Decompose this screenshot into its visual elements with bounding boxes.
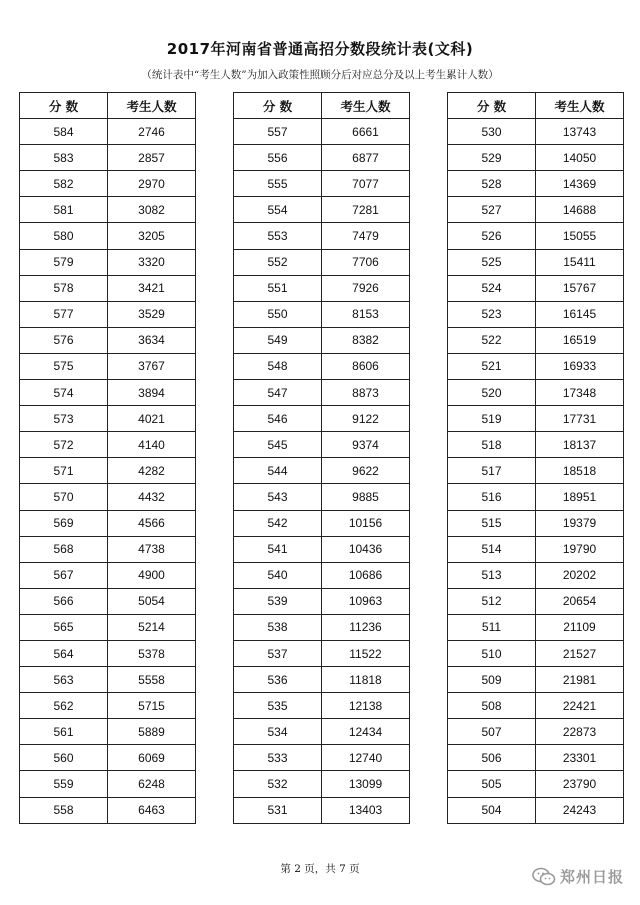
table-row <box>234 588 410 614</box>
score-cell: 527 <box>448 197 536 223</box>
score-cell: 517 <box>448 458 536 484</box>
table-row <box>20 327 196 353</box>
table-row <box>20 484 196 510</box>
score-cell: 546 <box>234 406 322 432</box>
table-row <box>20 667 196 693</box>
count-cell: 13403 <box>322 797 410 823</box>
table-row <box>448 353 624 379</box>
table-header-row <box>234 93 410 119</box>
score-table-1 <box>19 92 196 824</box>
table-row <box>448 119 624 145</box>
count-cell: 8606 <box>322 353 410 379</box>
table-row <box>234 719 410 745</box>
score-cell: 523 <box>448 301 536 327</box>
score-cell: 526 <box>448 223 536 249</box>
score-cell: 535 <box>234 693 322 719</box>
watermark <box>532 866 624 887</box>
table-row <box>448 197 624 223</box>
table-row <box>448 223 624 249</box>
count-cell: 9374 <box>322 432 410 458</box>
table-row <box>20 275 196 301</box>
count-cell: 2746 <box>108 119 196 145</box>
table-row <box>234 432 410 458</box>
watermark-text: 郑州日报 <box>559 868 624 886</box>
count-cell: 3767 <box>108 353 196 379</box>
count-column-header: 考生人数 <box>322 93 410 119</box>
count-cell: 22873 <box>536 719 624 745</box>
count-cell: 4140 <box>108 432 196 458</box>
score-column-header: 分 数 <box>448 93 536 119</box>
table-row <box>448 797 624 823</box>
score-cell: 567 <box>20 562 108 588</box>
table-row <box>448 719 624 745</box>
score-cell: 560 <box>20 745 108 771</box>
score-cell: 528 <box>448 171 536 197</box>
score-cell: 569 <box>20 510 108 536</box>
score-cell: 579 <box>20 249 108 275</box>
score-cell: 564 <box>20 640 108 666</box>
count-cell: 11522 <box>322 640 410 666</box>
page-footer: 第 2 页，共 7 页 <box>280 863 360 875</box>
count-cell: 15767 <box>536 275 624 301</box>
page-title: 2017年河南省普通高招分数段统计表(文科) <box>166 40 474 58</box>
table-row <box>234 223 410 249</box>
count-cell: 3082 <box>108 197 196 223</box>
score-cell: 530 <box>448 119 536 145</box>
score-cell: 581 <box>20 197 108 223</box>
score-cell: 576 <box>20 327 108 353</box>
count-cell: 5054 <box>108 588 196 614</box>
table-header-row <box>448 93 624 119</box>
count-cell: 21527 <box>536 640 624 666</box>
table-row <box>20 510 196 536</box>
score-cell: 563 <box>20 667 108 693</box>
count-cell: 15411 <box>536 249 624 275</box>
table-row <box>234 171 410 197</box>
count-cell: 4738 <box>108 536 196 562</box>
count-cell: 13743 <box>536 119 624 145</box>
score-table-2 <box>233 92 410 824</box>
table-row <box>448 171 624 197</box>
table-row <box>234 484 410 510</box>
score-cell: 582 <box>20 171 108 197</box>
score-cell: 555 <box>234 171 322 197</box>
score-cell: 549 <box>234 327 322 353</box>
count-cell: 6069 <box>108 745 196 771</box>
score-table-3 <box>447 92 624 824</box>
table-row <box>448 301 624 327</box>
count-cell: 14688 <box>536 197 624 223</box>
score-cell: 561 <box>20 719 108 745</box>
table-row <box>20 171 196 197</box>
page-subtitle: （统计表中“考生人数”为加入政策性照顾分后对应总分及以上考生累计人数） <box>141 69 499 81</box>
score-cell: 531 <box>234 797 322 823</box>
table-row <box>448 432 624 458</box>
table-row <box>448 458 624 484</box>
count-cell: 10156 <box>322 510 410 536</box>
table-row <box>234 771 410 797</box>
table-row <box>20 719 196 745</box>
score-cell: 537 <box>234 640 322 666</box>
table-row <box>20 145 196 171</box>
score-cell: 552 <box>234 249 322 275</box>
count-cell: 7281 <box>322 197 410 223</box>
table-row <box>448 145 624 171</box>
score-cell: 571 <box>20 458 108 484</box>
count-cell: 7926 <box>322 275 410 301</box>
count-cell: 12740 <box>322 745 410 771</box>
score-cell: 575 <box>20 353 108 379</box>
count-cell: 3894 <box>108 380 196 406</box>
count-cell: 7479 <box>322 223 410 249</box>
count-cell: 16519 <box>536 327 624 353</box>
score-cell: 510 <box>448 640 536 666</box>
count-cell: 23790 <box>536 771 624 797</box>
count-cell: 13099 <box>322 771 410 797</box>
count-cell: 21981 <box>536 667 624 693</box>
score-cell: 540 <box>234 562 322 588</box>
score-cell: 522 <box>448 327 536 353</box>
table-row <box>234 275 410 301</box>
table-row <box>234 797 410 823</box>
table-row <box>20 536 196 562</box>
score-cell: 577 <box>20 301 108 327</box>
count-cell: 7077 <box>322 171 410 197</box>
count-cell: 5378 <box>108 640 196 666</box>
table-row <box>20 771 196 797</box>
table-row <box>20 119 196 145</box>
table-row <box>234 380 410 406</box>
table-row <box>448 275 624 301</box>
count-cell: 12138 <box>322 693 410 719</box>
score-cell: 550 <box>234 301 322 327</box>
table-row <box>20 432 196 458</box>
count-cell: 14369 <box>536 171 624 197</box>
table-row <box>448 484 624 510</box>
table-row <box>234 458 410 484</box>
table-row <box>20 197 196 223</box>
score-cell: 525 <box>448 249 536 275</box>
table-row <box>234 406 410 432</box>
score-cell: 521 <box>448 353 536 379</box>
score-cell: 572 <box>20 432 108 458</box>
count-cell: 9122 <box>322 406 410 432</box>
score-cell: 556 <box>234 145 322 171</box>
table-row <box>234 353 410 379</box>
count-cell: 8382 <box>322 327 410 353</box>
count-cell: 20654 <box>536 588 624 614</box>
count-cell: 10436 <box>322 536 410 562</box>
count-cell: 5214 <box>108 614 196 640</box>
score-cell: 542 <box>234 510 322 536</box>
score-cell: 506 <box>448 745 536 771</box>
table-row <box>234 693 410 719</box>
score-cell: 584 <box>20 119 108 145</box>
score-cell: 518 <box>448 432 536 458</box>
wechat-icon <box>532 867 556 887</box>
count-cell: 3529 <box>108 301 196 327</box>
score-cell: 554 <box>234 197 322 223</box>
count-cell: 8873 <box>322 380 410 406</box>
count-cell: 10686 <box>322 562 410 588</box>
count-cell: 23301 <box>536 745 624 771</box>
score-cell: 505 <box>448 771 536 797</box>
score-cell: 534 <box>234 719 322 745</box>
score-cell: 557 <box>234 119 322 145</box>
score-cell: 511 <box>448 614 536 640</box>
score-cell: 504 <box>448 797 536 823</box>
table-row <box>20 458 196 484</box>
table-row <box>448 745 624 771</box>
count-cell: 24243 <box>536 797 624 823</box>
table-row <box>448 667 624 693</box>
table-row <box>234 301 410 327</box>
table-row <box>448 588 624 614</box>
table-row <box>20 380 196 406</box>
count-cell: 15055 <box>536 223 624 249</box>
count-cell: 6248 <box>108 771 196 797</box>
table-row <box>234 249 410 275</box>
count-cell: 4282 <box>108 458 196 484</box>
count-cell: 6661 <box>322 119 410 145</box>
count-cell: 18137 <box>536 432 624 458</box>
score-cell: 544 <box>234 458 322 484</box>
score-cell: 529 <box>448 145 536 171</box>
score-cell: 507 <box>448 719 536 745</box>
count-cell: 10963 <box>322 588 410 614</box>
score-cell: 516 <box>448 484 536 510</box>
table-row <box>234 119 410 145</box>
table-row <box>448 327 624 353</box>
count-cell: 5889 <box>108 719 196 745</box>
table-row <box>448 771 624 797</box>
count-cell: 9622 <box>322 458 410 484</box>
score-cell: 520 <box>448 380 536 406</box>
table-row <box>448 249 624 275</box>
score-cell: 532 <box>234 771 322 797</box>
table-row <box>234 562 410 588</box>
table-row <box>448 562 624 588</box>
score-cell: 574 <box>20 380 108 406</box>
score-cell: 514 <box>448 536 536 562</box>
table-row <box>234 197 410 223</box>
table-row <box>448 614 624 640</box>
table-row <box>234 640 410 666</box>
score-cell: 545 <box>234 432 322 458</box>
count-cell: 6877 <box>322 145 410 171</box>
table-row <box>448 693 624 719</box>
count-cell: 12434 <box>322 719 410 745</box>
score-cell: 559 <box>20 771 108 797</box>
count-cell: 4021 <box>108 406 196 432</box>
table-row <box>448 510 624 536</box>
table-row <box>20 249 196 275</box>
count-cell: 17348 <box>536 380 624 406</box>
count-cell: 3205 <box>108 223 196 249</box>
count-cell: 5558 <box>108 667 196 693</box>
count-cell: 9885 <box>322 484 410 510</box>
count-cell: 4566 <box>108 510 196 536</box>
table-row <box>20 745 196 771</box>
score-cell: 553 <box>234 223 322 249</box>
score-column-header: 分 数 <box>20 93 108 119</box>
score-cell: 513 <box>448 562 536 588</box>
score-cell: 578 <box>20 275 108 301</box>
score-cell: 558 <box>20 797 108 823</box>
score-column-header: 分 数 <box>234 93 322 119</box>
table-row <box>20 693 196 719</box>
count-cell: 19790 <box>536 536 624 562</box>
table-row <box>20 588 196 614</box>
count-cell: 3320 <box>108 249 196 275</box>
table-header-row <box>20 93 196 119</box>
table-row <box>20 353 196 379</box>
count-column-header: 考生人数 <box>108 93 196 119</box>
score-cell: 583 <box>20 145 108 171</box>
table-row <box>234 614 410 640</box>
table-row <box>234 327 410 353</box>
count-cell: 17731 <box>536 406 624 432</box>
table-row <box>234 536 410 562</box>
score-cell: 580 <box>20 223 108 249</box>
score-cell: 515 <box>448 510 536 536</box>
score-cell: 536 <box>234 667 322 693</box>
count-cell: 2970 <box>108 171 196 197</box>
count-cell: 4432 <box>108 484 196 510</box>
count-cell: 4900 <box>108 562 196 588</box>
count-cell: 20202 <box>536 562 624 588</box>
score-cell: 565 <box>20 614 108 640</box>
table-row <box>20 223 196 249</box>
count-cell: 18951 <box>536 484 624 510</box>
table-row <box>448 406 624 432</box>
table-row <box>20 797 196 823</box>
table-row <box>20 640 196 666</box>
table-row <box>234 510 410 536</box>
count-cell: 16933 <box>536 353 624 379</box>
score-cell: 508 <box>448 693 536 719</box>
score-cell: 539 <box>234 588 322 614</box>
count-cell: 6463 <box>108 797 196 823</box>
score-cell: 547 <box>234 380 322 406</box>
score-cell: 512 <box>448 588 536 614</box>
count-cell: 8153 <box>322 301 410 327</box>
table-row <box>20 406 196 432</box>
count-cell: 2857 <box>108 145 196 171</box>
score-cell: 509 <box>448 667 536 693</box>
table-row <box>234 667 410 693</box>
table-row <box>448 536 624 562</box>
score-cell: 566 <box>20 588 108 614</box>
score-cell: 562 <box>20 693 108 719</box>
count-cell: 18518 <box>536 458 624 484</box>
count-cell: 3421 <box>108 275 196 301</box>
score-cell: 533 <box>234 745 322 771</box>
count-cell: 7706 <box>322 249 410 275</box>
count-cell: 21109 <box>536 614 624 640</box>
score-cell: 568 <box>20 536 108 562</box>
score-cell: 541 <box>234 536 322 562</box>
score-cell: 551 <box>234 275 322 301</box>
table-row <box>234 145 410 171</box>
count-cell: 16145 <box>536 301 624 327</box>
table-row <box>448 380 624 406</box>
table-row <box>20 614 196 640</box>
count-cell: 14050 <box>536 145 624 171</box>
count-cell: 19379 <box>536 510 624 536</box>
count-cell: 11236 <box>322 614 410 640</box>
score-cell: 538 <box>234 614 322 640</box>
count-cell: 5715 <box>108 693 196 719</box>
table-row <box>20 562 196 588</box>
score-cell: 548 <box>234 353 322 379</box>
score-cell: 570 <box>20 484 108 510</box>
table-row <box>20 301 196 327</box>
count-cell: 22421 <box>536 693 624 719</box>
score-cell: 519 <box>448 406 536 432</box>
count-cell: 11818 <box>322 667 410 693</box>
table-row <box>448 640 624 666</box>
score-cell: 524 <box>448 275 536 301</box>
score-cell: 543 <box>234 484 322 510</box>
table-row <box>234 745 410 771</box>
count-cell: 3634 <box>108 327 196 353</box>
count-column-header: 考生人数 <box>536 93 624 119</box>
score-cell: 573 <box>20 406 108 432</box>
